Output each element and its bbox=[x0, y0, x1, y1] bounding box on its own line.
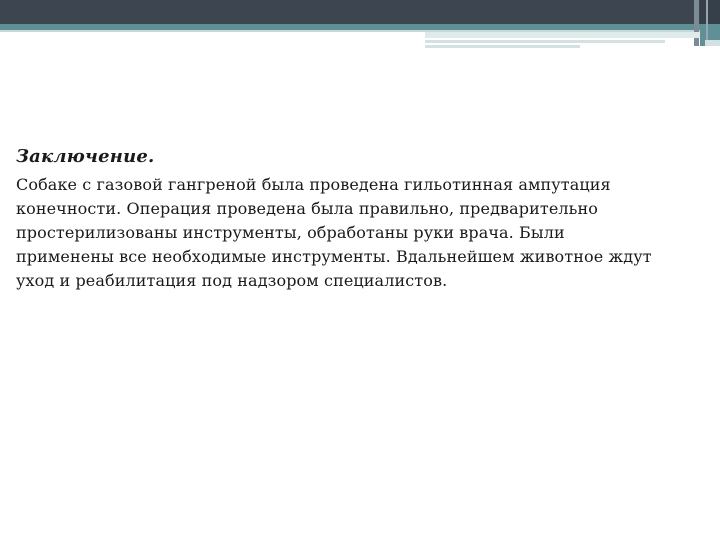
header-accent-stripe bbox=[0, 24, 720, 32]
slide-body-text: Собаке с газовой гангреной была проведена гильотинная ампутация конечности. Операция проведена была правильно, предварительно простерилизованы инструменты, обработаны руки врача. Были применены все необходимые инструменты. Вдальнейшем животное ждут уход и реабилитация под надзором специалистов. bbox=[16, 175, 652, 290]
decorative-line bbox=[705, 40, 720, 46]
decorative-line bbox=[425, 32, 700, 38]
decorative-line bbox=[425, 45, 580, 48]
header-band bbox=[0, 0, 720, 24]
slide-content bbox=[16, 146, 666, 293]
corner-divider bbox=[694, 0, 699, 46]
slide-heading: Заключение. bbox=[16, 146, 155, 167]
decorative-line bbox=[425, 40, 665, 43]
